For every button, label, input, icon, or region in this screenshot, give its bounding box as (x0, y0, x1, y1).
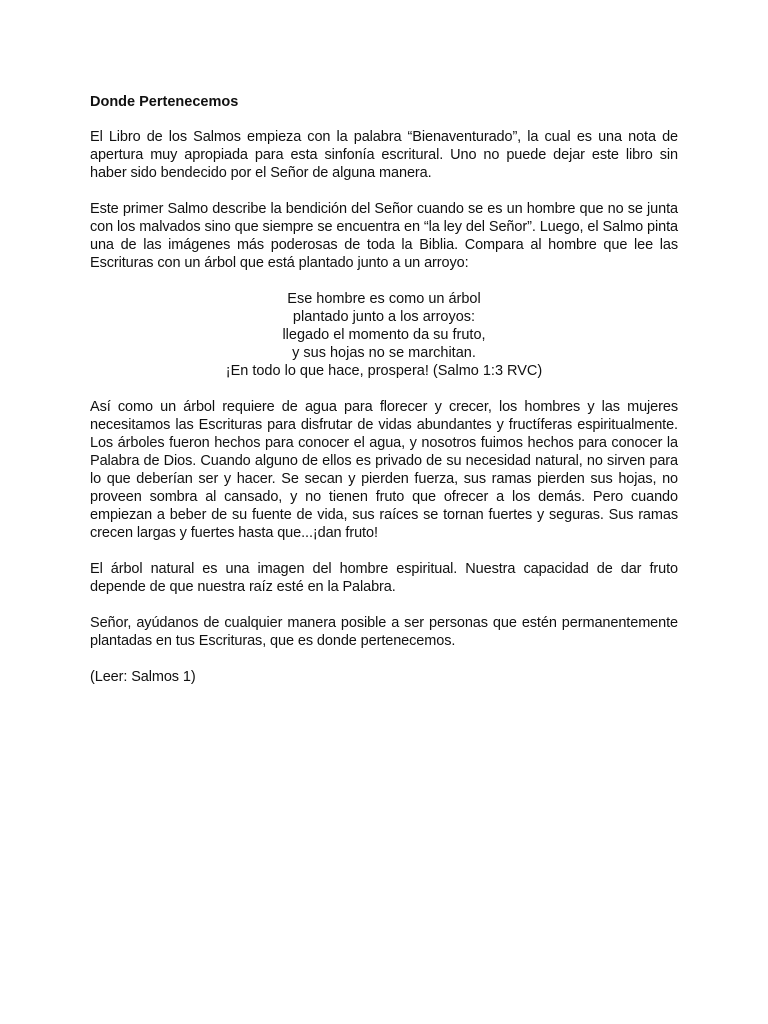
document-page (90, 92, 678, 704)
paragraph-prayer: Señor, ayúdanos de cualquier manera posible a ser personas que estén permanentemente plantadas en tus Escrituras, que es donde pertenecemos. (90, 615, 678, 649)
paragraph-spiritual-man: El árbol natural es una imagen del hombre espiritual. Nuestra capacidad de dar fruto depende de que nuestra raíz esté en la Palabra. (90, 561, 678, 595)
psalm-quote-line: llegado el momento da su fruto, (282, 327, 486, 343)
paragraph-tree-water: Así como un árbol requiere de agua para florecer y crecer, los hombres y las mujeres necesitamos las Escrituras para disfrutar de vidas abundantes y fructíferas espiritualmente. Los árboles fueron hechos para conocer el agua, y nosotros fuimos hechos para conocer la Palabra de Dios. Cuando alguno de ellos es privado de su necesidad natural, no sirven para lo que deberían ser y hacer. Se secan y pierden fuerza, sus ramas pierden sus hojas, no proveen sombra al cansado, y no tienen fruto que ofrecer a los demás. Pero cuando empiezan a beber de su fuente de vida, sus raíces se tornan fuertes y seguras. Sus ramas crecen largas y fuertes hasta que...¡dan fruto! (90, 399, 678, 541)
psalm-quote-line: ¡En todo lo que hace, prospera! (Salmo 1:3 RVC) (225, 363, 543, 379)
psalm-quote-line: Ese hombre es como un árbol (287, 291, 481, 307)
reading-reference: (Leer: Salmos 1) (90, 669, 196, 685)
psalm-quote (90, 290, 678, 380)
psalm-quote-line: plantado junto a los arroyos: (292, 309, 476, 325)
paragraph-first-psalm: Este primer Salmo describe la bendición del Señor cuando se es un hombre que no se junta con los malvados sino que siempre se encuentra en “la ley del Señor”. Luego, el Salmo pinta una de las imágenes más poderosas de toda la Biblia. Compara al hombre que lee las Escrituras con un árbol que está plantado junto a un arroyo: (90, 201, 678, 271)
document-title: Donde Pertenecemos (90, 94, 239, 110)
paragraph-intro: El Libro de los Salmos empieza con la palabra “Bienaventurado”, la cual es una nota de apertura muy apropiada para esta sinfonía escritural. Uno no puede dejar este libro sin haber sido bendecido por el Señor de alguna manera. (90, 129, 678, 181)
psalm-quote-line: y sus hojas no se marchitan. (292, 345, 476, 361)
